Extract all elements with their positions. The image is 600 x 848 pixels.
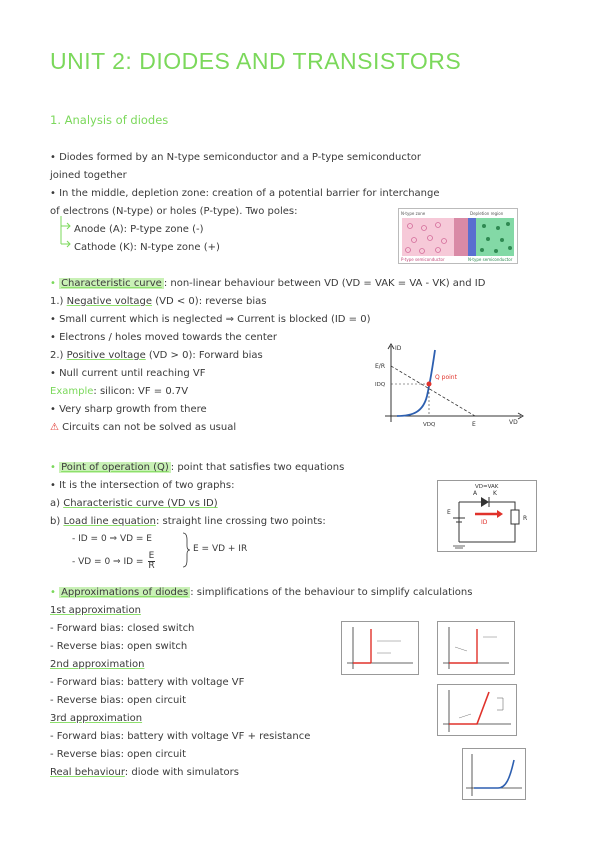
pn-junction-figure [398,208,518,264]
negative-voltage-line [50,296,266,307]
fig3-vd-label: VD=VAK [475,484,499,490]
approx-2-title: 2nd approximation [50,659,145,670]
curve-line-2: • Electrons / holes moved towards the center [50,332,278,343]
real-behaviour-graph [462,748,526,800]
intro-bullet-1a: • Diodes formed by an N-type semiconductor and a P-type semiconductor [50,152,422,163]
anode-line: Anode (A): P-type zone (-) [74,224,204,235]
page-title: UNIT 2: DIODES AND TRANSISTORS [50,48,462,74]
fig1-label-left: N-type zone [401,211,426,216]
fig3-e-label: E [447,509,451,516]
negative-voltage-label: Negative voltage [66,296,153,307]
curve-heading: Characteristic curve [61,278,162,289]
approx-3-reverse: - Reverse bias: open circuit [50,749,187,760]
example-line [50,386,188,397]
approx-1-reverse: - Reverse bias: open switch [50,641,188,652]
fig1-label-p: P-type semiconductor [401,257,445,262]
equation-1: - ID = 0 ⇒ VD = E [72,534,152,544]
intro-bullet-2a: • In the middle, depletion zone: creation of a potential barrier for interchange [50,188,440,199]
brace-icon [182,532,190,568]
fraction-denominator: R [148,561,155,571]
approx-1-graph [341,621,419,675]
approx-heading-rest: : simplifications of the behaviour to simplify calculations [190,587,473,598]
qpoint-a-number: a) [50,498,61,509]
pos-number: 2.) [50,350,64,361]
qpoint-line-1: • It is the intersection of two graphs: [50,480,235,491]
equation-2 [72,552,155,571]
warning-icon: ⚠ [50,422,59,433]
example-label: Example [50,386,94,397]
approx-3-graph [437,684,517,736]
qpoint-b-label: Load line equation [63,516,156,527]
section-heading: 1. Analysis of diodes [50,113,169,127]
fig1-label-mid: Depletion region [470,211,504,216]
fraction-e-over-r [148,552,154,571]
qpoint-heading: Point of operation (Q) [61,462,169,473]
approx-2-reverse: - Reverse bias: open circuit [50,695,187,706]
equation-2-left: - VD = 0 ⇒ ID = [72,557,144,567]
approx-1-title: 1st approximation [50,605,141,616]
qpoint-b-number: b) [50,516,61,527]
fig1-label-n: N-type semiconductor [468,257,513,262]
warning-text: Circuits can not be solved as usual [62,422,237,433]
curve-line-3: • Null current until reaching VF [50,368,206,379]
fig2-vdq-label: VDQ [423,422,436,428]
real-behaviour-line [50,767,239,778]
approx-heading: Approximations of diodes [61,587,189,598]
qpoint-a-text: Characteristic curve (VD vs ID) [63,498,218,509]
approx-3-title: 3rd approximation [50,713,143,724]
approx-3-forward: - Forward bias: battery with voltage VF + resistance [50,731,311,742]
qpoint-a-line [50,498,218,509]
fig3-id-label: ID [481,519,488,526]
fig2-vd-label: VD [509,419,518,426]
cathode-line: Cathode (K): N-type zone (+) [74,242,220,253]
positive-voltage-rest: (VD > 0): Forward bias [148,350,263,361]
intro-bullet-2b: of electrons (N-type) or holes (P-type). Two poles: [50,206,298,217]
fig3-k-label: K [493,490,497,497]
fig2-e-label: E [472,421,476,428]
neg-number: 1.) [50,296,64,307]
curve-line-4: • Very sharp growth from there [50,404,207,415]
qpoint-heading-line: • Point of operation (Q) : point that satisfies two equations [50,462,345,473]
fraction-numerator: E [148,551,155,561]
qpoint-b-line [50,516,326,527]
real-behaviour-rest: : diode with simulators [124,767,239,778]
negative-voltage-rest: (VD < 0): reverse bias [155,296,267,307]
fig2-qpoint-label: Q point [435,374,457,381]
branch-arrows-icon [58,214,74,250]
positive-voltage-line [50,350,263,361]
curve-heading-line: • Characteristic curve : non-linear behaviour between VD (VD = VAK = VA - VK) and ID [50,278,486,289]
real-behaviour-label: Real behaviour [50,767,125,778]
positive-voltage-label: Positive voltage [66,350,146,361]
qpoint-b-rest: : straight line crossing two points: [155,516,326,527]
example-rest: : silicon: VF = 0.7V [93,386,189,397]
curve-line-1: • Small current which is neglected ⇒ Current is blocked (ID = 0) [50,314,371,325]
intro-bullet-1b: joined together [50,170,127,181]
approx-heading-line: • Approximations of diodes : simplifications of the behaviour to simplify calculations [50,587,473,598]
approx-1-forward: - Forward bias: closed switch [50,623,195,634]
fig2-id-label: ID [395,345,402,352]
circuit-figure [437,480,537,552]
warning-line [50,422,236,433]
curve-heading-rest: : non-linear behaviour between VD (VD = VAK = VA - VK) and ID [163,278,486,289]
fig2-idq-label: IDQ [375,382,386,388]
fig3-a-label: A [473,490,478,497]
approx-1-graph-b [437,621,515,675]
load-line-figure [377,338,527,430]
qpoint-heading-rest: : point that satisfies two equations [170,462,345,473]
fig3-r-label: R [523,515,528,522]
approx-2-forward: - Forward bias: battery with voltage VF [50,677,245,688]
equation-3: E = VD + IR [193,544,248,554]
fig2-er-label: E/R [375,363,385,370]
